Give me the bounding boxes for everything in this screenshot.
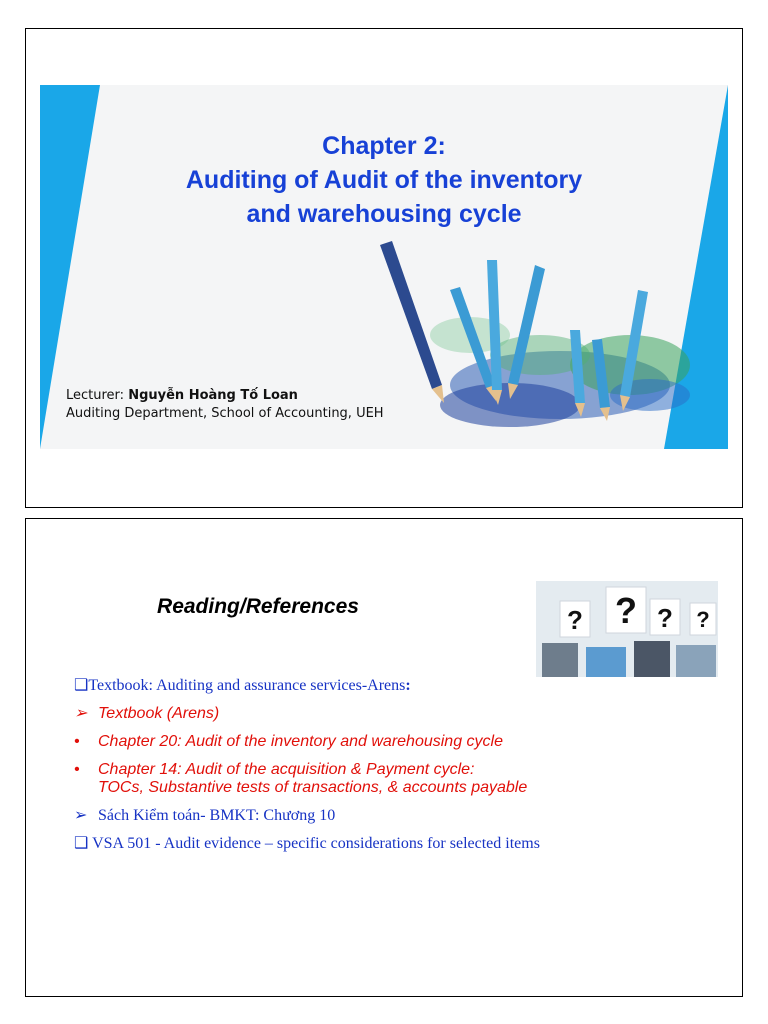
checkbox-bullet-icon: ❑ <box>74 835 93 852</box>
list-item <box>74 761 722 797</box>
question-marks-photo <box>536 581 718 677</box>
list-item <box>74 677 722 695</box>
lecturer-name: Nguyễn Hoàng Tố Loan <box>128 388 298 403</box>
arrow-bullet-icon: ➢ <box>74 705 88 722</box>
slide-title <box>40 129 728 231</box>
question-mark-3: ? <box>657 603 673 633</box>
list-item <box>74 835 722 853</box>
dark-pencil <box>380 241 444 403</box>
reference-text: Sách Kiểm toán- BMKT: Chương 10 <box>98 807 336 824</box>
dot-bullet-icon: • <box>74 761 80 778</box>
references-slide <box>25 518 743 997</box>
title-banner <box>40 85 728 449</box>
title-line-2: Auditing of Audit of the inventory <box>185 166 583 194</box>
title-slide <box>25 28 743 508</box>
list-item <box>74 733 722 751</box>
people-holding-question-signs <box>536 581 718 677</box>
reference-text: Textbook (Arens) <box>98 705 220 722</box>
list-item <box>74 807 722 825</box>
arrow-bullet-icon: ➢ <box>74 807 88 824</box>
reference-text-continued: TOCs, Substantive tests of transactions, & accounts payable <box>98 779 528 796</box>
title-line-1: Chapter 2: <box>322 132 446 160</box>
department: Auditing Department, School of Accounting, UEH <box>66 406 384 421</box>
question-mark-4: ? <box>696 607 710 632</box>
lecturer-line <box>66 387 384 405</box>
lecturer-label: Lecturer: <box>66 388 129 403</box>
title-line-3: and warehousing cycle <box>246 200 522 228</box>
reference-text: VSA 501 - Audit evidence – specific considerations for selected items <box>92 835 540 852</box>
dot-bullet-icon: • <box>74 733 80 750</box>
references-heading: Reading/References <box>157 595 359 618</box>
question-mark-1: ? <box>567 605 583 635</box>
reference-suffix: : <box>405 677 411 694</box>
reference-text: Chapter 20: Audit of the inventory and warehousing cycle <box>98 733 503 750</box>
checkbox-bullet-icon: ❑ <box>74 677 89 694</box>
reference-text: Chapter 14: Audit of the acquisition & Payment cycle: <box>98 761 475 778</box>
lecturer-info <box>66 387 384 423</box>
question-mark-2: ? <box>615 590 637 631</box>
reference-text: Textbook: Auditing and assurance services-Arens <box>88 677 406 694</box>
list-item <box>74 705 722 723</box>
references-list <box>74 677 722 863</box>
